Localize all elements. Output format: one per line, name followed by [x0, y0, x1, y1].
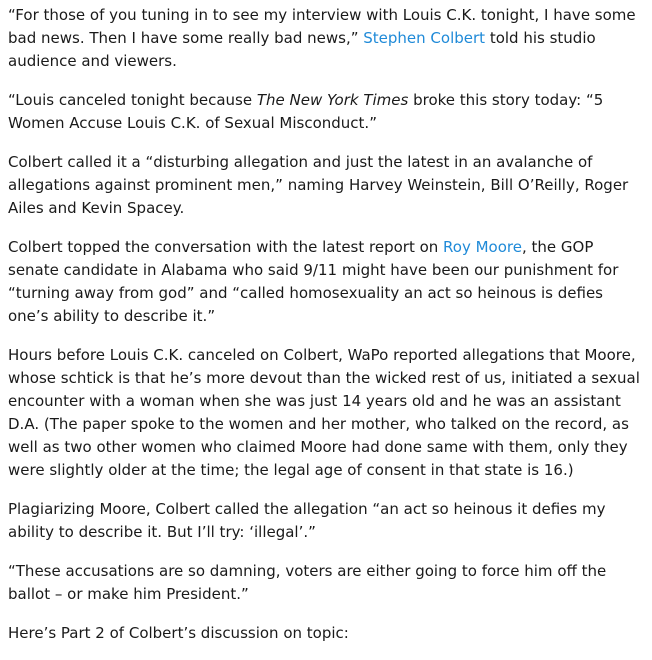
stephen-colbert-link[interactable]: Stephen Colbert	[363, 29, 486, 47]
paragraph-7: “These accusations are so damning, voters are either going to force him off the ballot – or make him President.”	[8, 562, 607, 603]
paragraph-1	[8, 4, 648, 73]
paragraph-8: Here’s Part 2 of Colbert’s discussion on topic:	[8, 624, 349, 642]
paragraph-5: Hours before Louis C.K. canceled on Colbert, WaPo reported allegations that Moore, whose schtick is that he’s more devout than the wicked rest of us, initiated a sexual encounter with a woman when she was just 14 years old and he was an assistant D.A. (The paper spoke to the women and her mother, who talked on the record, as well as two other women who claimed Moore had done same with them, only they were slightly older at the time; the legal age of consent in that state is 16.)	[8, 346, 640, 479]
paragraph-1-text-before: “For those of you tuning in to see my interview with Louis C.K. tonight, I have some bad news. Then I have some really bad news,”	[8, 6, 636, 47]
paragraph-2-text-before: “Louis canceled tonight because	[8, 91, 257, 109]
roy-moore-link[interactable]: Roy Moore	[443, 238, 522, 256]
paragraph-3: Colbert called it a “disturbing allegation and just the latest in an avalanche of allegations against prominent men,” naming Harvey Weinstein, Bill O’Reilly, Roger Ailes and Kevin Spacey.	[8, 153, 629, 217]
paragraph-4-text-after: , the GOP senate candidate in Alabama who said 9/11 might have been our punishment for “turning away from god” and “called homosexuality an act so heinous is defies one’s ability to describe it.”	[8, 238, 619, 325]
paragraph-2	[8, 89, 648, 135]
article-body	[0, 4, 652, 645]
publication-name: The New York Times	[256, 91, 409, 109]
paragraph-4-text-before: Colbert topped the conversation with the latest report on	[8, 238, 444, 256]
paragraph-6: Plagiarizing Moore, Colbert called the allegation “an act so heinous it defies my ability to describe it. But I’ll try: ‘illegal’.”	[8, 500, 606, 541]
paragraph-1-text-after: told his studio audience and viewers.	[8, 29, 596, 70]
paragraph-4	[8, 236, 648, 328]
paragraph-2-text-after: broke this story today: “5 Women Accuse Louis C.K. of Sexual Misconduct.”	[8, 91, 604, 132]
